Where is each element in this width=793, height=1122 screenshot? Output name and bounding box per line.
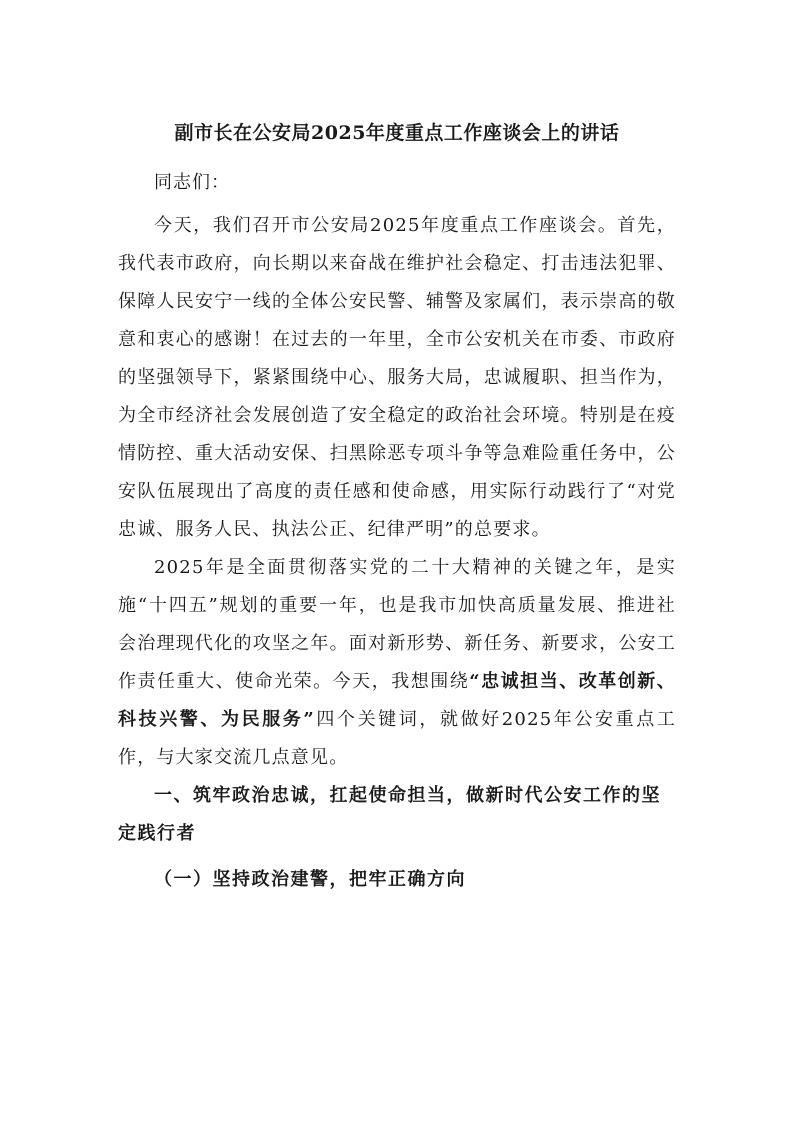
document-title: 副市长在公安局2025年度重点工作座谈会上的讲话 xyxy=(174,122,620,144)
section-heading-1: 一、筑牢政治忠诚，扛起使命担当，做新时代公安工作的坚定践行者 xyxy=(118,785,661,844)
document-page xyxy=(118,120,676,899)
paragraph-text: 2025年是全面贯彻落实党的二十大精神的关键之年，是实施“十四五”规划的重要一年，也是我市加快高质量发展、推进社会治理现代化的攻坚之年。面对新形势、新任务、新要求，公安工作责任重大、使命光荣。今天，我想围绕 xyxy=(118,557,676,692)
paragraph-opening: 今天，我们召开市公安局2025年度重点工作座谈会。首先，我代表市政府，向长期以来奋战在维护社会稳定、打击违法犯罪、保障人民安宁一线的全体公安民警、辅警及家属们，表示崇高的敬意和衷心的感谢！在过去的一年里，全市公安机关在市委、市政府的坚强领导下，紧紧围绕中心、服务大局，忠诚履职、担当作为，为全市经济社会发展创造了安全稳定的政治社会环境。特别是在疫情防控、重大活动安保、扫黑除恶专项斗争等急难险重任务中，公安队伍展现出了高度的责任感和使命感，用实际行动践行了“对党忠诚、服务人民、执法公正、纪律严明”的总要求。 xyxy=(118,215,676,540)
salutation: 同志们： xyxy=(154,172,230,193)
subsection-heading-1: （一）坚持政治建警，把牢正确方向 xyxy=(154,869,466,890)
paragraph-2025-overview xyxy=(118,549,676,777)
paragraph-text: 四个关键词，就做好2025年公安重点工作，与大家交流几点意见。 xyxy=(118,709,676,768)
keywords-emphasis: “忠诚担当、改革创新、科技兴警、为民服务” xyxy=(118,671,676,730)
